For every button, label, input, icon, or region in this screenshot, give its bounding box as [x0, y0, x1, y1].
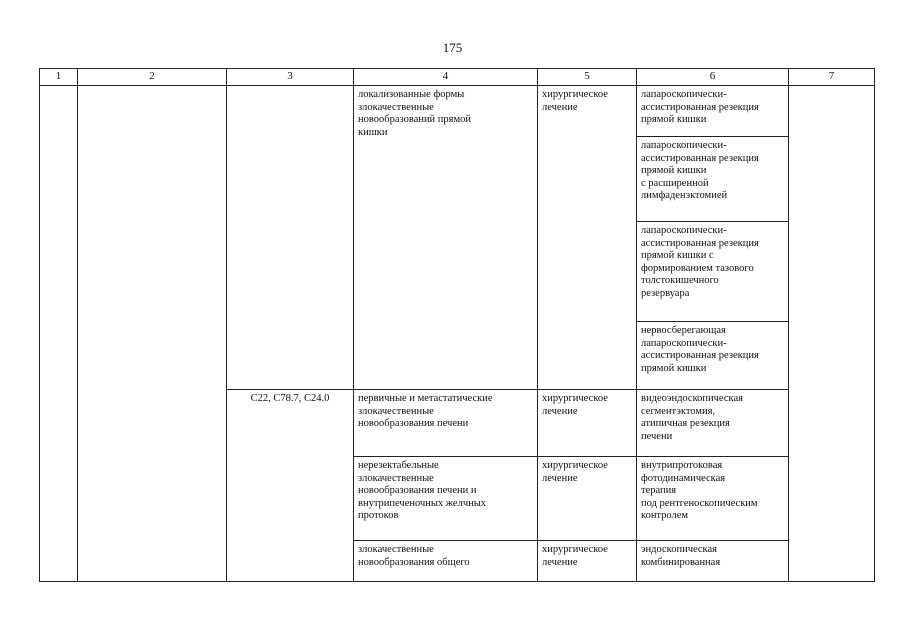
column-header-6: 6 [637, 69, 789, 86]
treatment-cell: хирургическое лечение [538, 390, 637, 457]
column-header-7: 7 [789, 69, 875, 86]
codes-cell: C22, C78.7, C24.0 [227, 390, 354, 582]
cell-col2 [78, 86, 227, 582]
header-row [40, 69, 875, 86]
treatment-cell: хирургическое лечение [538, 541, 637, 582]
treatment-cell: хирургическое лечение [538, 457, 637, 541]
column-header-5: 5 [538, 69, 637, 86]
diagnosis-cell: первичные и метастатические злокачественные новообразования печени [354, 390, 538, 457]
diagnosis-cell: злокачественные новообразования общего [354, 541, 538, 582]
column-header-2: 2 [78, 69, 227, 86]
procedures-table [39, 68, 875, 582]
method-cell: видеоэндоскопическая сегментэктомия, атипичная резекция печени [637, 390, 789, 457]
column-header-4: 4 [354, 69, 538, 86]
cell-col1 [40, 86, 78, 582]
treatment-cell: хирургическое лечение [538, 86, 637, 390]
method-cell: внутрипротоковая фотодинамическая терапия под рентгеноскопическим контролем [637, 457, 789, 541]
method-cell: лапароскопически- ассистированная резекция прямой кишки [637, 86, 789, 137]
column-header-1: 1 [40, 69, 78, 86]
cell-codes-empty [227, 86, 354, 390]
diagnosis-cell: локализованные формы злокачественные новообразований прямой кишки [354, 86, 538, 390]
page-number: 175 [442, 40, 463, 55]
method-cell: эндоскопическая комбинированная [637, 541, 789, 582]
method-cell: нервосберегающая лапароскопически- ассистированная резекция прямой кишки [637, 322, 789, 390]
column-header-3: 3 [227, 69, 354, 86]
diagnosis-cell: нерезектабельные злокачественные новообразования печени и внутрипеченочных желчных протоков [354, 457, 538, 541]
method-cell: лапароскопически- ассистированная резекция прямой кишки с расширенной лимфаденэктомией [637, 137, 789, 222]
cell-col7 [789, 86, 875, 582]
table-row [40, 86, 875, 137]
method-cell: лапароскопически- ассистированная резекция прямой кишки с формированием тазового толстокишечного резервуара [637, 222, 789, 322]
